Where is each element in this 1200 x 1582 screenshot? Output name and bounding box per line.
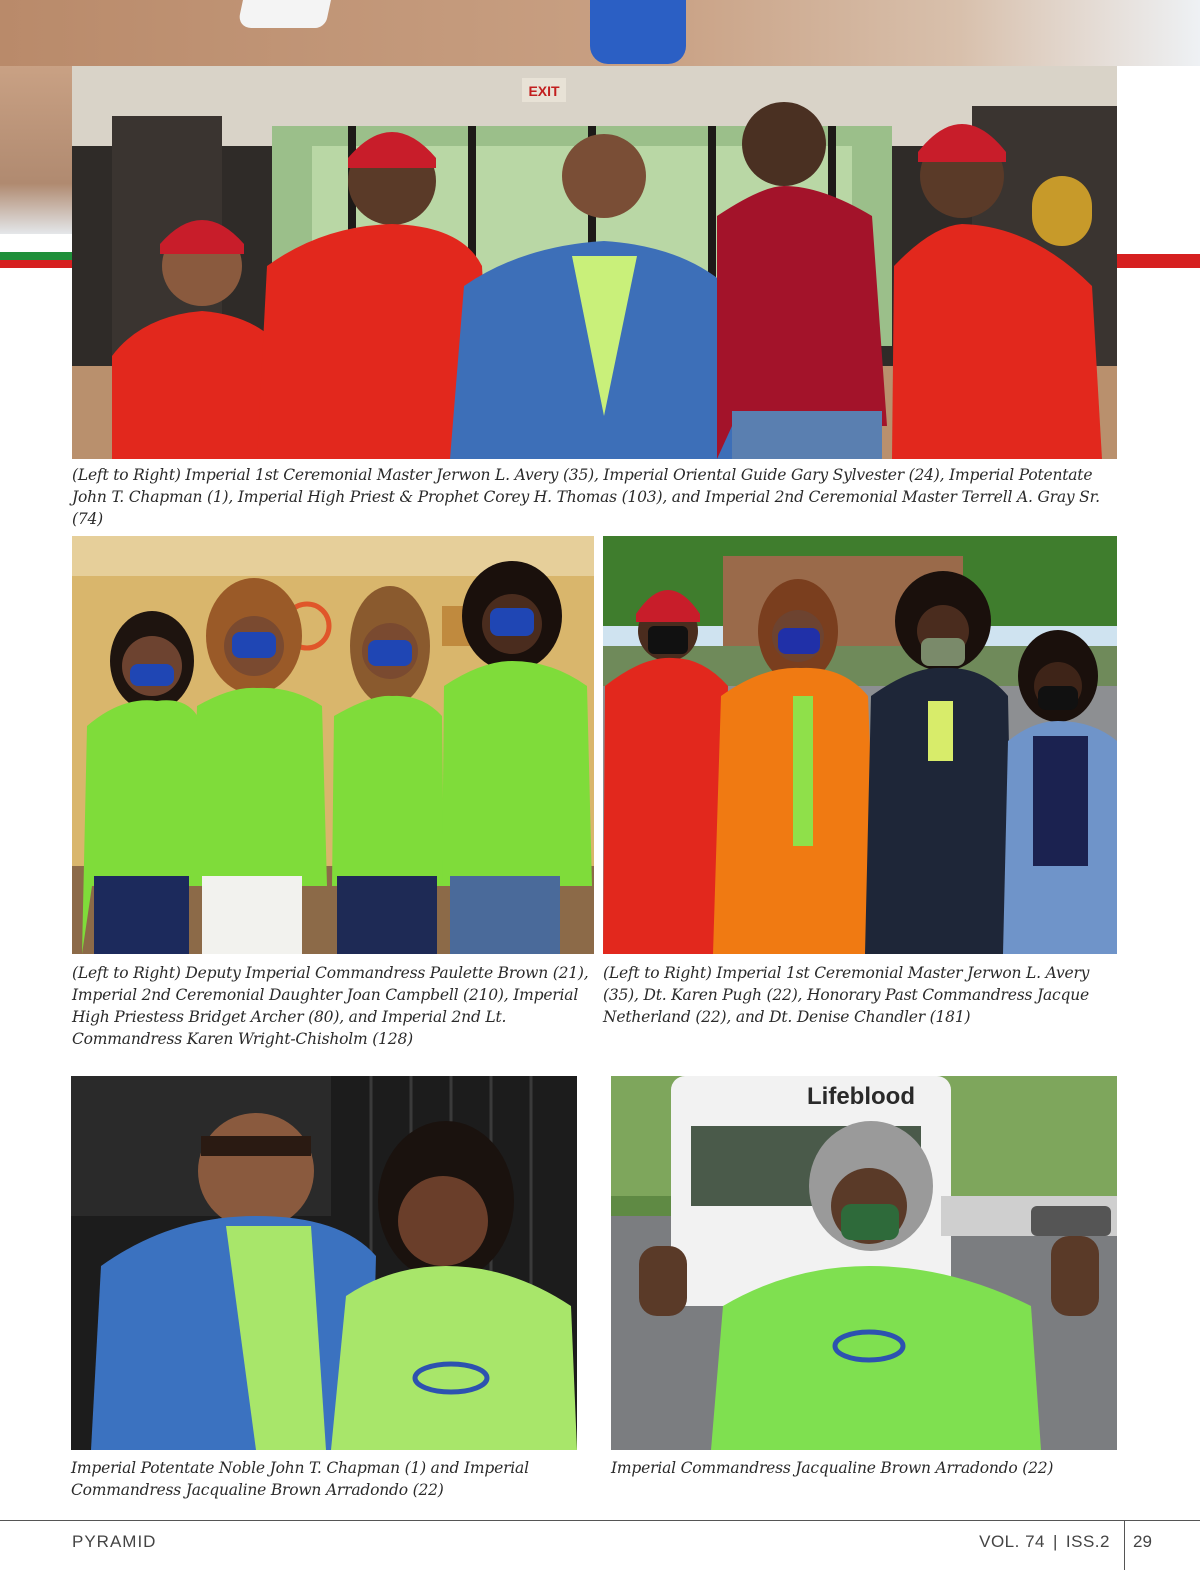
caption-bus-thumbs-up: Imperial Commandress Jacqualine Brown Arradondo (22) — [611, 1459, 1054, 1477]
svg-text:EXIT: EXIT — [528, 83, 560, 99]
top-background-photo-strip — [0, 0, 1200, 66]
footer-volume: VOL. 74 — [979, 1532, 1045, 1551]
right-color-stripe — [1117, 254, 1200, 268]
caption-four-women: (Left to Right) Deputy Imperial Commandress Paulette Brown (21), Imperial 2nd Ceremonial Daughter Joan Campbell (210), Imperial High Priestess Bridget Archer (80), and Imperial 2nd Lt. Commandress Karen Wright-Chisholm (128) — [72, 964, 589, 1048]
left-background-edge — [0, 66, 72, 234]
footer-rule — [0, 1520, 1200, 1521]
svg-text:Lifeblood: Lifeblood — [807, 1083, 915, 1110]
photo-five-men — [72, 66, 1117, 459]
footer-issue: ISS.2 — [1065, 1532, 1110, 1551]
photo-chapman-commandress — [71, 1076, 577, 1450]
footer-issue-info — [979, 1532, 1110, 1552]
left-color-stripe — [0, 252, 72, 268]
caption-outdoor-group: (Left to Right) Imperial 1st Ceremonial Master Jerwon L. Avery (35), Dt. Karen Pugh (22), Honorary Past Commandress Jacque Netherland (22), and Dt. Denise Chandler (181) — [603, 964, 1090, 1026]
footer-magazine-name: PYRAMID — [72, 1532, 157, 1551]
photo-bus-thumbs-up — [611, 1076, 1117, 1450]
page-number: 29 — [1133, 1532, 1152, 1551]
caption-top-photo: (Left to Right) Imperial 1st Ceremonial Master Jerwon L. Avery (35), Imperial Oriental Guide Gary Sylvester (24), Imperial Potentate John T. Chapman (1), Imperial High Priest & Prophet Corey H. Thomas (103), and Imperial 2nd Ceremonial Master Terrell A. Gray Sr. (74) — [72, 466, 1100, 528]
photo-outdoor-group — [603, 536, 1117, 954]
footer-page-divider — [1124, 1520, 1125, 1570]
bandage-shape — [237, 0, 331, 28]
caption-chapman-commandress: Imperial Potentate Noble John T. Chapman (1) and Imperial Commandress Jacqualine Brown Arradondo (22) — [71, 1459, 529, 1499]
footer-separator: | — [1052, 1532, 1058, 1551]
photo-four-women — [72, 536, 594, 954]
blue-wristband-shape — [590, 0, 686, 64]
